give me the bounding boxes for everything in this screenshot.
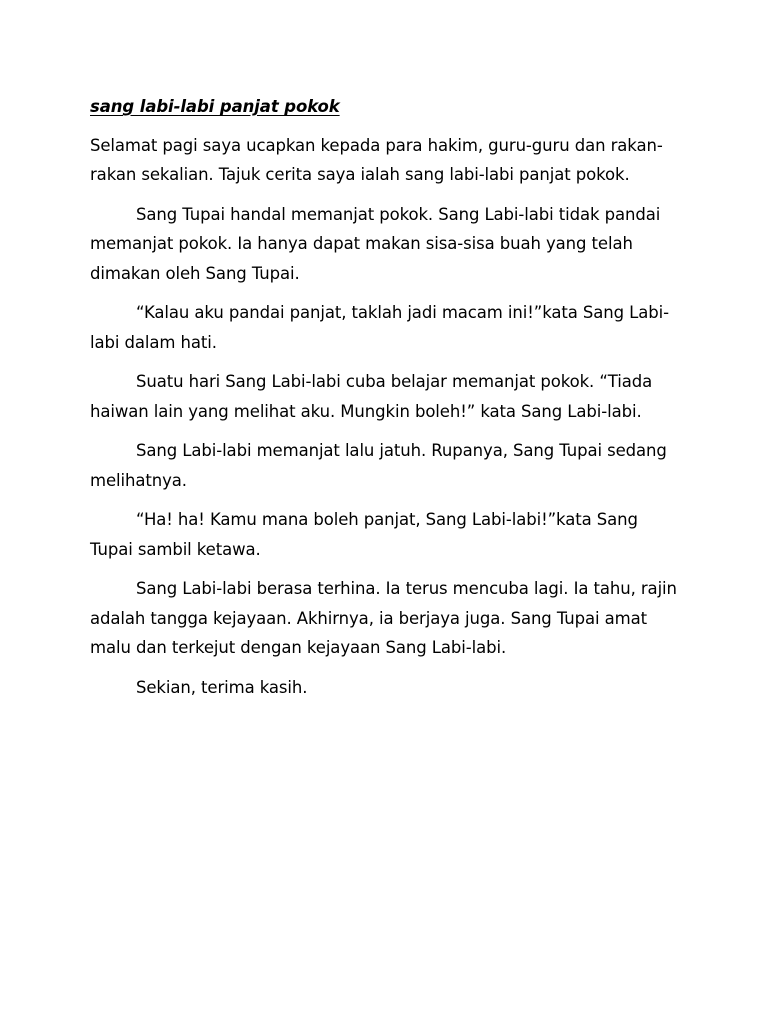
- paragraph-closing: Sekian, terima kasih.: [136, 677, 308, 697]
- document-title: sang labi-labi panjat pokok: [90, 97, 340, 116]
- paragraph-3: “Kalau aku pandai panjat, taklah jadi macam ini!”kata Sang Labi-labi dalam hati.: [90, 303, 669, 352]
- paragraph-4: Suatu hari Sang Labi-labi cuba belajar memanjat pokok. “Tiada haiwan lain yang melihat aku. Mungkin boleh!” kata Sang Labi-labi.: [90, 372, 653, 421]
- paragraph-7: Sang Labi-labi berasa terhina. Ia terus mencuba lagi. Ia tahu, rajin adalah tangga kejayaan. Akhirnya, ia berjaya juga. Sang Tupai amat malu dan terkejut dengan kejayaan Sang Labi-labi.: [90, 579, 677, 657]
- paragraph-6: “Ha! ha! Kamu mana boleh panjat, Sang Labi-labi!”kata Sang Tupai sambil ketawa.: [90, 510, 638, 559]
- paragraph-2: Sang Tupai handal memanjat pokok. Sang Labi-labi tidak pandai memanjat pokok. Ia hanya dapat makan sisa-sisa buah yang telah dimakan oleh Sang Tupai.: [90, 204, 661, 283]
- paragraph-intro: Selamat pagi saya ucapkan kepada para hakim, guru-guru dan rakan-rakan sekalian. Tajuk cerita saya ialah sang labi-labi panjat pokok.: [90, 135, 663, 184]
- paragraph-5: Sang Labi-labi memanjat lalu jatuh. Rupanya, Sang Tupai sedang melihatnya.: [90, 441, 667, 490]
- document-body: [90, 92, 680, 712]
